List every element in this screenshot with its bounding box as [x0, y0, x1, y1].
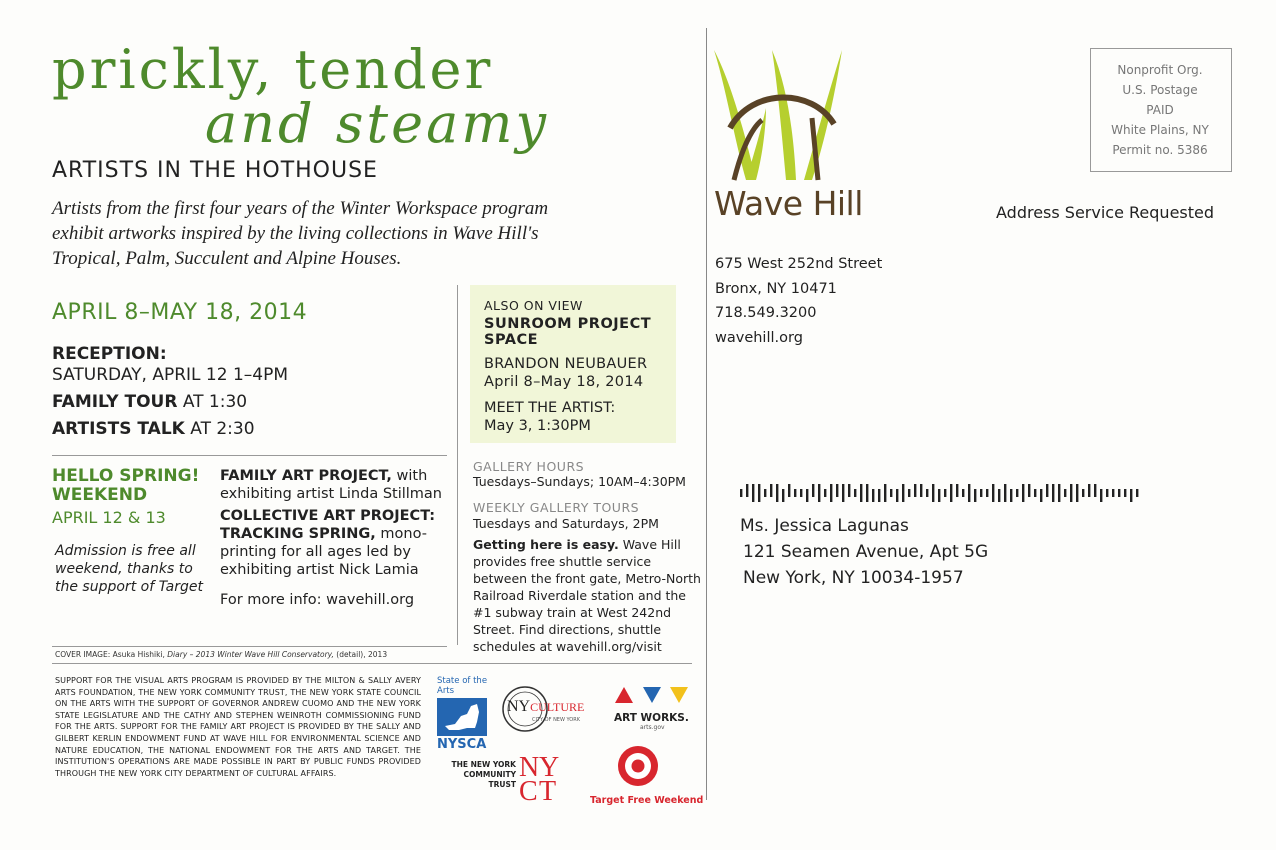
featured-artist — [484, 355, 647, 391]
support-credits: SUPPORT FOR THE VISUAL ARTS PROGRAM IS PROVIDED BY THE MILTON & SALLY AVERY ARTS FOUNDATION, THE NEW YORK COMMUNITY TRUST, THE NEW YORK STATE COUNCIL ON THE ARTS WITH THE SUPPORT OF GOVERNOR ANDREW CUOMO AND THE NEW YORK STATE LEGISLATURE AND THE CATHY AND STEPHEN WEINROTH COMMISSIONING FUND FOR THE ARTS. SUPPORT FOR THE FAMILY ART PROJECT IS PROVIDED BY THE SALLY AND GILBERT KERLIN ENDOWMENT FUND AT WAVE HILL FOR ENVIRONMENTAL SCIENCE AND NATURE EDUCATION, THE NATIONAL ENDOWMENT FOR THE ARTS AND TARGET. THE INSTITUTION'S OPERATIONS ARE MADE POSSIBLE IN PART BY PUBLIC FUNDS PROVIDED THROUGH THE NEW YORK CITY DEPARTMENT OF CULTURAL AFFAIRS. — [55, 676, 421, 778]
recipient-name: Ms. Jessica Lagunas — [740, 516, 909, 536]
barcode-bar — [860, 484, 862, 502]
cover-tail: (detail), 2013 — [333, 650, 388, 659]
nyculture-ny — [507, 698, 584, 716]
barcode-bar — [758, 484, 760, 502]
hello-spring-heading — [52, 467, 199, 505]
barcode-bar — [1022, 484, 1024, 502]
barcode-bar — [920, 484, 922, 497]
family-project-label: FAMILY ART PROJECT, — [220, 468, 392, 484]
barcode-bar — [908, 489, 910, 497]
barcode-bar — [836, 484, 838, 497]
nyculture-culture-text: CULTURE — [530, 700, 585, 714]
barcode-bar — [1076, 484, 1078, 502]
also-on-view-label: ALSO ON VIEW — [484, 298, 583, 313]
barcode-bar — [866, 484, 868, 502]
intro-text: Artists from the first four years of the Winter Workspace program exhibit artworks inspired by the living collections in Wave Hill's Tropical, Palm, Succulent and Alpine Houses. — [52, 198, 549, 269]
barcode-bar — [1016, 489, 1018, 497]
barcode-bar — [1118, 489, 1120, 497]
getting-here-text: Wave Hill provides free shuttle service between the front gate, Metro-North Railroad Riverdale station and the #1 subway train at West 242nd Street. Find directions, shuttle schedules at wavehill.org/visit — [473, 537, 701, 654]
recipient-address — [740, 513, 988, 591]
cover-title: Diary – 2013 Winter Wave Hill Conservatory, — [167, 650, 334, 659]
barcode-bar — [896, 489, 898, 502]
svg-text:C: C — [519, 776, 538, 802]
getting-here — [473, 536, 701, 655]
target-logo — [590, 744, 704, 806]
barcode-bar — [968, 484, 970, 502]
nyct-logo-icon — [517, 750, 567, 802]
address-line: Bronx, NY 10471 — [715, 280, 837, 297]
gallery-tours-value: Tuesdays and Saturdays, 2PM — [473, 516, 659, 531]
wave-hill-wordmark: Wave Hill — [714, 184, 863, 223]
barcode-bar — [872, 489, 874, 502]
barcode-bar — [1034, 489, 1036, 497]
card-center-divider — [706, 28, 707, 800]
barcode-bar — [1112, 489, 1114, 497]
barcode-bar — [974, 489, 976, 502]
barcode-bar — [1088, 484, 1090, 497]
barcode-bar — [938, 489, 940, 502]
barcode-bar — [950, 484, 952, 502]
postal-barcode-icon — [740, 484, 1145, 502]
barcode-bar — [944, 489, 946, 497]
getting-here-label: Getting here is easy. — [473, 537, 619, 552]
cover-artist: Asuka Hishiki, — [112, 650, 168, 659]
barcode-bar — [1004, 484, 1006, 502]
nyculture-logo — [500, 684, 600, 734]
column-divider — [457, 285, 458, 645]
barcode-bar — [1082, 489, 1084, 497]
gallery-tours-label: WEEKLY GALLERY TOURS — [473, 500, 640, 515]
barcode-bar — [1124, 489, 1126, 497]
family-tour — [52, 392, 288, 413]
divider — [52, 663, 692, 664]
title-line-1: prickly, tender — [52, 38, 494, 101]
artworks-logo — [614, 686, 694, 731]
website[interactable]: wavehill.org — [715, 329, 803, 346]
cover-image-credit — [55, 650, 387, 659]
family-tour-label: FAMILY TOUR — [52, 392, 178, 412]
svg-text:Y: Y — [539, 752, 560, 783]
recipient-city: New York, NY 10034-1957 — [743, 568, 964, 588]
barcode-bar — [812, 484, 814, 497]
artworks-triangles-icon — [614, 686, 690, 704]
barcode-bar — [878, 489, 880, 502]
hello-spring-dates: APRIL 12 & 13 — [52, 508, 166, 527]
target-bullseye-icon — [616, 744, 660, 788]
barcode-bar — [932, 484, 934, 502]
postage-line: Nonprofit Org. — [1117, 63, 1203, 77]
gallery-hours-value: Tuesdays–Sundays; 10AM–4:30PM — [473, 474, 686, 489]
meet-date: May 3, 1:30PM — [484, 418, 591, 434]
reception-block — [52, 344, 288, 440]
family-tour-time: AT 1:30 — [177, 392, 248, 412]
barcode-bar — [902, 484, 904, 502]
barcode-bar — [962, 489, 964, 497]
artists-talk-time: AT 2:30 — [184, 419, 255, 439]
barcode-bar — [752, 484, 754, 502]
barcode-bar — [776, 484, 778, 502]
barcode-bar — [788, 484, 790, 497]
artworks-sub: arts.gov — [640, 724, 665, 731]
barcode-bar — [1040, 489, 1042, 502]
nysca-logo — [437, 676, 489, 752]
barcode-bar — [1136, 489, 1138, 497]
barcode-bar — [980, 489, 982, 497]
collective-project-text: mono-printing for all ages led by exhibiting artist Nick Lamia — [220, 526, 427, 578]
recipient-street: 121 Seamen Avenue, Apt 5G — [743, 542, 989, 562]
divider — [52, 455, 447, 456]
barcode-bar — [956, 484, 958, 497]
admission-text: Admission is free all weekend, thanks to the support of Target — [55, 543, 203, 595]
barcode-bar — [770, 484, 772, 497]
meet-label: MEET THE ARTIST: — [484, 400, 616, 416]
nyct-line2: COMMUNITY TRUST — [463, 770, 516, 789]
barcode-bar — [998, 489, 1000, 502]
barcode-bar — [824, 489, 826, 497]
artists-talk-label: ARTISTS TALK — [52, 419, 185, 439]
nyculture-sub: CITY OF NEW YORK — [532, 717, 580, 723]
target-text: Target Free Weekend — [590, 795, 704, 806]
nyculture-ny-text: NY — [507, 698, 531, 715]
barcode-bar — [884, 484, 886, 502]
hello-spring-line1: HELLO SPRING! — [52, 466, 200, 486]
postage-line: U.S. Postage — [1122, 83, 1198, 97]
postage-line: White Plains, NY — [1111, 123, 1209, 137]
barcode-bar — [1028, 484, 1030, 497]
barcode-bar — [1046, 484, 1048, 497]
barcode-bar — [890, 489, 892, 497]
featured-artist-dates: April 8–May 18, 2014 — [484, 374, 644, 390]
postage-line: PAID — [1146, 103, 1174, 117]
reception-label: RECEPTION: — [52, 344, 167, 364]
barcode-bar — [818, 484, 820, 502]
return-address — [715, 252, 882, 350]
featured-artist-name: BRANDON NEUBAUER — [484, 356, 648, 372]
subtitle: ARTISTS IN THE HOTHOUSE — [52, 158, 378, 183]
address-line: 675 West 252nd Street — [715, 256, 883, 272]
barcode-bar — [1106, 489, 1108, 497]
barcode-bar — [806, 489, 808, 502]
family-project — [220, 467, 450, 503]
phone-number: 718.549.3200 — [715, 305, 817, 321]
barcode-bar — [764, 489, 766, 497]
barcode-bar — [800, 489, 802, 497]
wave-hill-logo-icon — [712, 48, 852, 183]
barcode-bar — [1058, 484, 1060, 502]
nysca-text: NYSCA — [437, 737, 487, 752]
barcode-bar — [842, 484, 844, 502]
barcode-bar — [854, 489, 856, 497]
hello-spring-line2: WEEKEND — [52, 485, 148, 505]
barcode-bar — [1052, 484, 1054, 502]
barcode-bar — [926, 489, 928, 497]
barcode-bar — [1070, 484, 1072, 502]
nysca-top-text: State of the Arts — [437, 676, 488, 696]
artists-talk — [52, 419, 288, 440]
address-service-requested: Address Service Requested — [996, 203, 1215, 222]
divider — [52, 646, 447, 647]
meet-the-artist — [484, 399, 615, 435]
postage-indicia-text — [1090, 60, 1230, 160]
family-project-text: with exhibiting artist Linda Stillman — [220, 468, 442, 502]
barcode-bar — [1064, 489, 1066, 497]
collective-project — [220, 507, 450, 579]
nysca-map-icon — [437, 698, 487, 736]
more-info-link[interactable]: For more info: wavehill.org — [220, 592, 415, 608]
sunroom-title: SUNROOM PROJECT SPACE — [484, 316, 652, 348]
barcode-bar — [1094, 484, 1096, 497]
projects-block — [220, 467, 450, 579]
barcode-bar — [986, 489, 988, 497]
title-line-2: and steamy — [205, 92, 549, 155]
nyct-text — [436, 760, 516, 790]
barcode-bar — [848, 484, 850, 497]
postage-line: Permit no. 5386 — [1112, 143, 1208, 157]
barcode-bar — [830, 484, 832, 502]
cover-label: COVER IMAGE: — [55, 650, 113, 659]
barcode-bar — [1100, 489, 1102, 502]
nyct-line1: THE NEW YORK — [451, 760, 516, 769]
gallery-hours-label: GALLERY HOURS — [473, 459, 585, 474]
barcode-bar — [992, 484, 994, 502]
collective-project-label: COLLECTIVE ART PROJECT: TRACKING SPRING, — [220, 508, 436, 542]
barcode-bar — [914, 484, 916, 497]
barcode-bar — [740, 489, 742, 497]
barcode-bar — [1130, 489, 1132, 502]
svg-text:T: T — [539, 776, 557, 802]
artworks-text: ART WORKS. — [614, 712, 689, 724]
barcode-bar — [794, 489, 796, 497]
svg-text:N: N — [519, 752, 540, 783]
exhibit-dates: APRIL 8–MAY 18, 2014 — [52, 300, 308, 325]
barcode-bar — [1010, 489, 1012, 502]
barcode-bar — [746, 484, 748, 497]
reception-date: SATURDAY, APRIL 12 1–4PM — [52, 365, 289, 385]
barcode-bar — [782, 489, 784, 502]
